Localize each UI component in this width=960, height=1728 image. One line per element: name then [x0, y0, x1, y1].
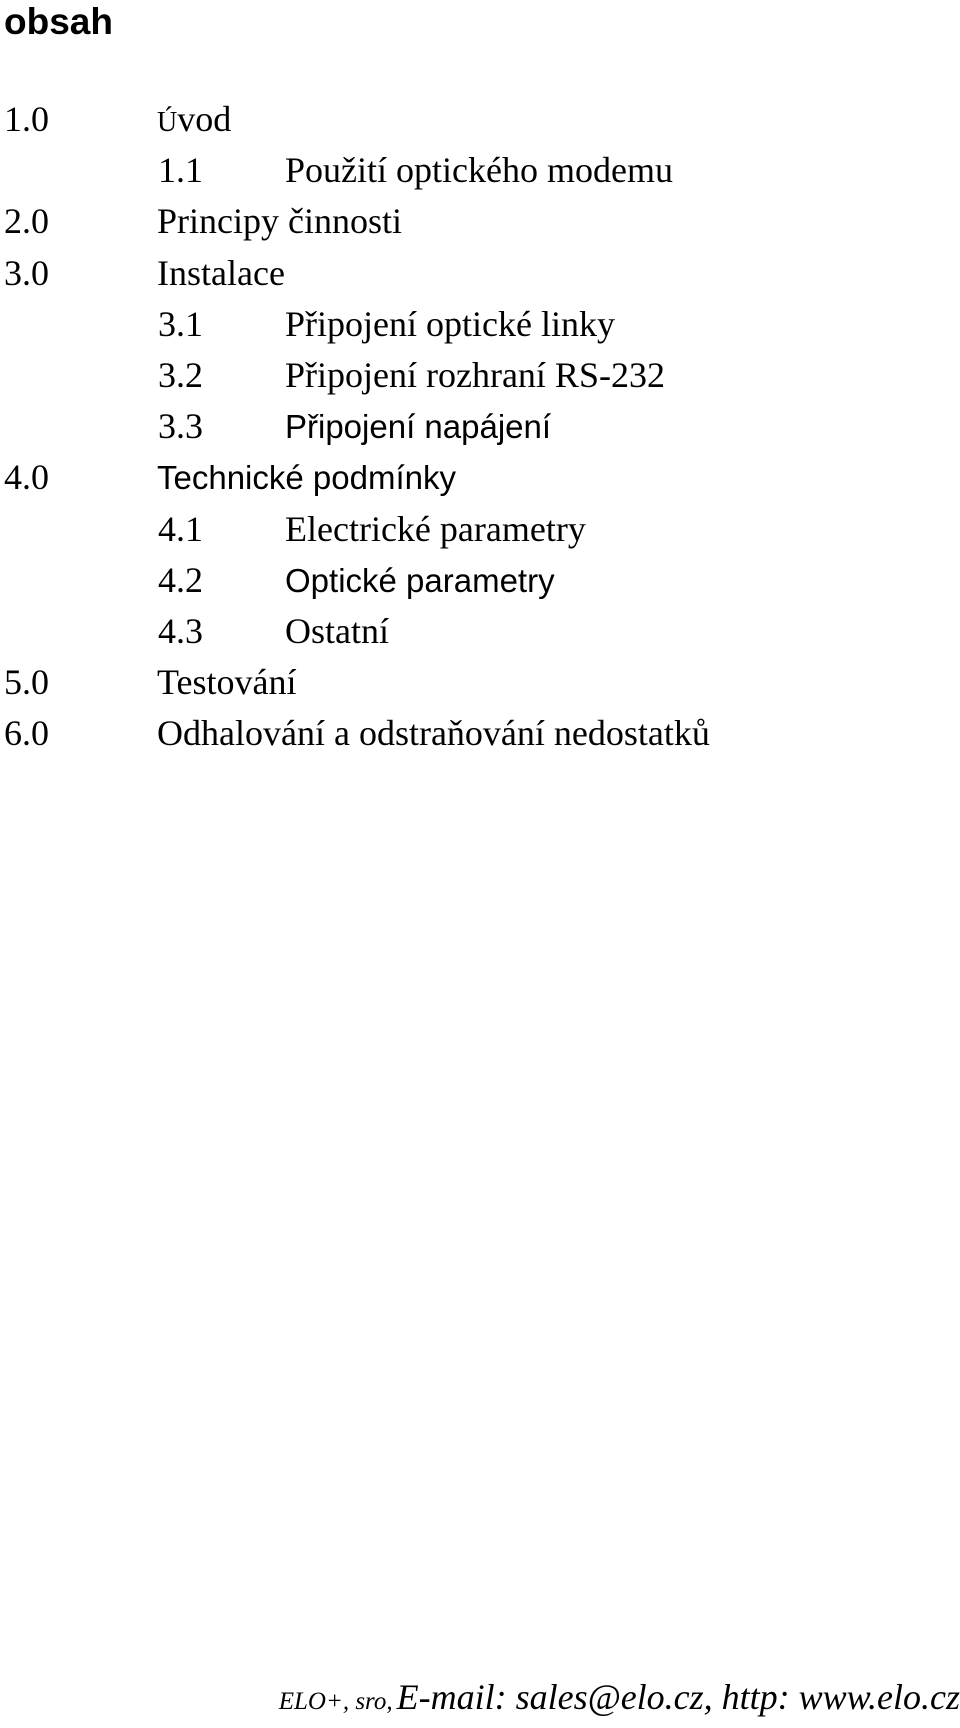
toc-entry-4-3[interactable] — [0, 606, 960, 657]
toc-entry-number: 4.1 — [158, 508, 203, 549]
toc-entry-title: Připojení rozhraní RS-232 — [285, 354, 665, 395]
toc-entry-3-2[interactable] — [0, 350, 960, 401]
toc-entry-title: Připojení napájení — [285, 408, 552, 446]
toc-entry-number: 3.2 — [158, 354, 203, 395]
toc-entry-number: 2.0 — [4, 201, 49, 242]
toc-entry-4-2[interactable] — [0, 555, 960, 606]
toc-entry-number: 3.0 — [4, 252, 49, 293]
page-footer — [279, 1674, 960, 1728]
toc-entry-number: 4.2 — [158, 559, 203, 600]
toc-entry-title: Úvod — [157, 99, 232, 139]
toc-entry-number: 4.3 — [158, 610, 203, 651]
toc-entry-title: Ostatní — [285, 610, 389, 651]
toc-entry-5-0[interactable] — [0, 657, 960, 708]
toc-entry-title: Technické podmínky — [157, 459, 456, 497]
footer-contact: E-mail: sales@elo.cz, http: www.elo.cz — [396, 1677, 960, 1717]
toc-entry-title: Principy činnosti — [157, 201, 402, 242]
toc-entry-title: Instalace — [157, 252, 285, 293]
toc-entry-number: 1.1 — [158, 150, 203, 191]
toc-entry-number: 6.0 — [4, 713, 49, 754]
table-of-contents — [0, 94, 960, 759]
toc-entry-4-0[interactable] — [0, 452, 960, 503]
footer-company: ELO+, sro, — [278, 1688, 393, 1715]
toc-entry-number: 1.0 — [4, 99, 49, 139]
toc-entry-1-1[interactable] — [0, 145, 960, 196]
toc-entry-3-3[interactable] — [0, 401, 960, 452]
toc-entry-6-0[interactable] — [0, 708, 960, 759]
toc-entry-title: Odhalování a odstraňování nedostatků — [157, 713, 710, 754]
toc-entry-title: Testování — [157, 662, 297, 703]
toc-entry-3-0[interactable] — [0, 248, 960, 299]
toc-entry-title: Optické parametry — [285, 561, 555, 599]
toc-entry-title: Připojení optické linky — [285, 303, 615, 344]
toc-entry-number: 5.0 — [4, 662, 49, 703]
toc-entry-4-1[interactable] — [0, 504, 960, 555]
toc-entry-title: Electrické parametry — [285, 508, 586, 549]
toc-entry-number: 4.0 — [4, 457, 49, 498]
toc-entry-title: Použití optického modemu — [285, 150, 673, 191]
toc-entry-2-0[interactable] — [0, 196, 960, 247]
toc-entry-number: 3.3 — [158, 406, 203, 447]
toc-entry-number: 3.1 — [158, 303, 203, 344]
toc-entry-1-0[interactable] — [0, 94, 960, 145]
page-title: obsah — [4, 1, 113, 42]
toc-entry-3-1[interactable] — [0, 299, 960, 350]
